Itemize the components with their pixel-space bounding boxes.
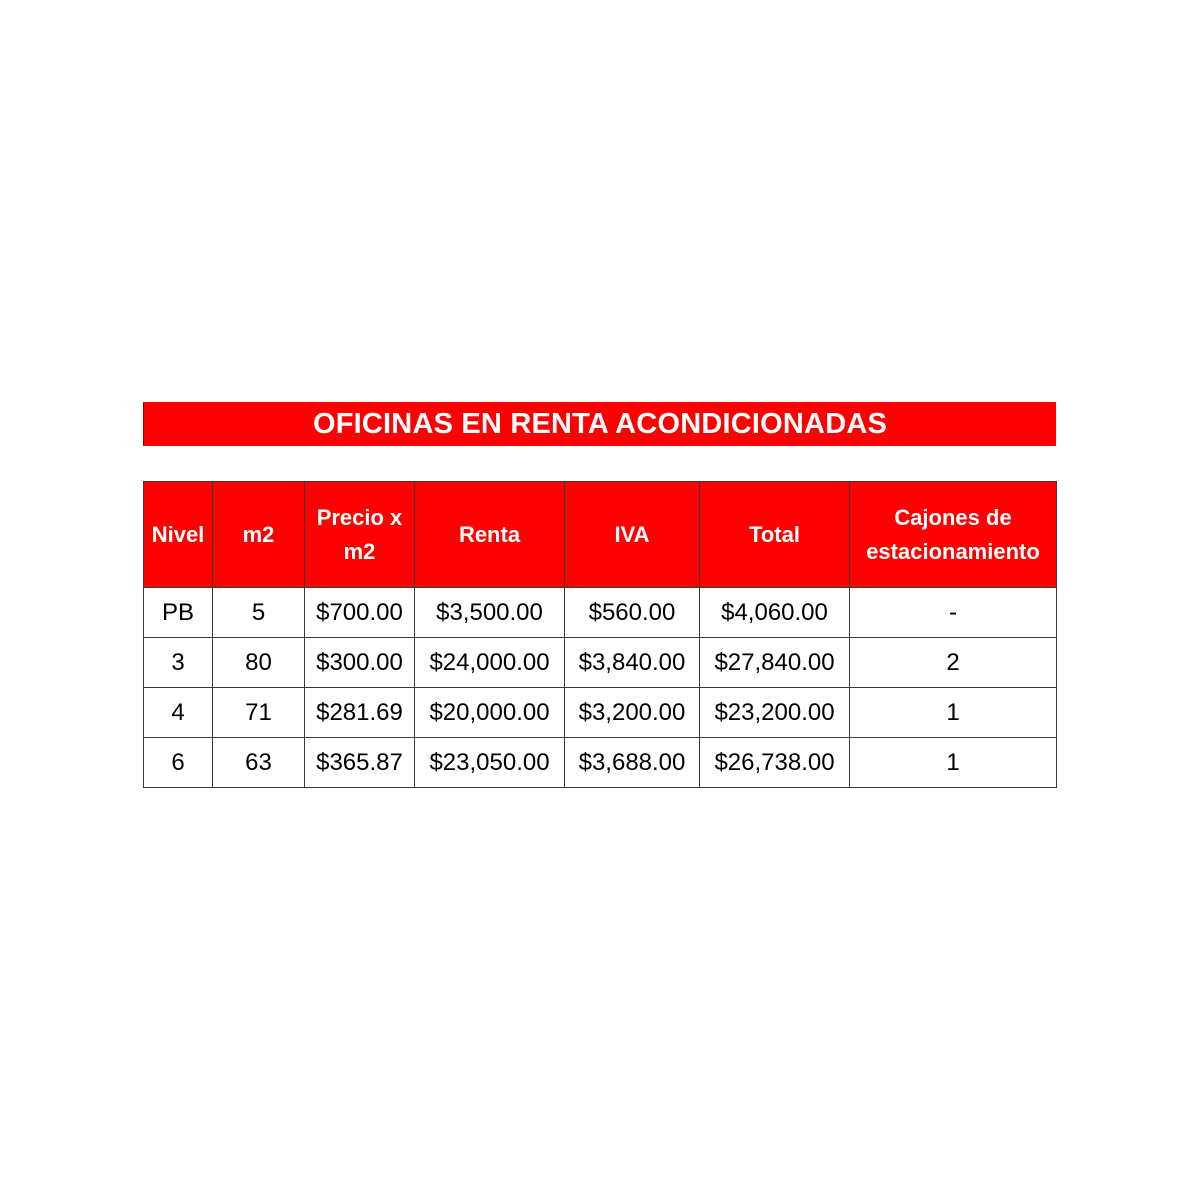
cell-m2: 63 [213,738,305,788]
header-precio-x-m2: Precio x m2 [305,482,415,588]
cell-nivel: 4 [144,688,213,738]
cell-m2: 71 [213,688,305,738]
cell-nivel: 6 [144,738,213,788]
offices-table [143,481,1057,788]
cell-precio-x-m2: $700.00 [305,588,415,638]
header-renta: Renta [415,482,565,588]
cell-total: $23,200.00 [700,688,850,738]
header-cajones-de-estacionamiento: Cajones de estacionamiento [850,482,1057,588]
cell-m2: 80 [213,638,305,688]
cell-nivel: PB [144,588,213,638]
header-m2: m2 [213,482,305,588]
cell-precio-x-m2: $281.69 [305,688,415,738]
header-nivel: Nivel [144,482,213,588]
cell-renta: $23,050.00 [415,738,565,788]
cell-renta: $20,000.00 [415,688,565,738]
header-iva: IVA [565,482,700,588]
table-header-row [144,482,1057,588]
cell-total: $4,060.00 [700,588,850,638]
cell-m2: 5 [213,588,305,638]
cell-total: $26,738.00 [700,738,850,788]
header-total: Total [700,482,850,588]
page-title: OFICINAS EN RENTA ACONDICIONADAS [312,407,888,440]
cell-iva: $560.00 [565,588,700,638]
cell-iva: $3,840.00 [565,638,700,688]
cell-cajones: 2 [850,638,1057,688]
cell-cajones: 1 [850,738,1057,788]
cell-precio-x-m2: $365.87 [305,738,415,788]
cell-renta: $24,000.00 [415,638,565,688]
cell-precio-x-m2: $300.00 [305,638,415,688]
cell-iva: $3,200.00 [565,688,700,738]
cell-cajones: 1 [850,688,1057,738]
cell-cajones: - [850,588,1057,638]
cell-iva: $3,688.00 [565,738,700,788]
title-banner [143,402,1056,446]
table-row [144,688,1057,738]
cell-nivel: 3 [144,638,213,688]
cell-renta: $3,500.00 [415,588,565,638]
cell-total: $27,840.00 [700,638,850,688]
table-row [144,738,1057,788]
table-row [144,638,1057,688]
table-row [144,588,1057,638]
